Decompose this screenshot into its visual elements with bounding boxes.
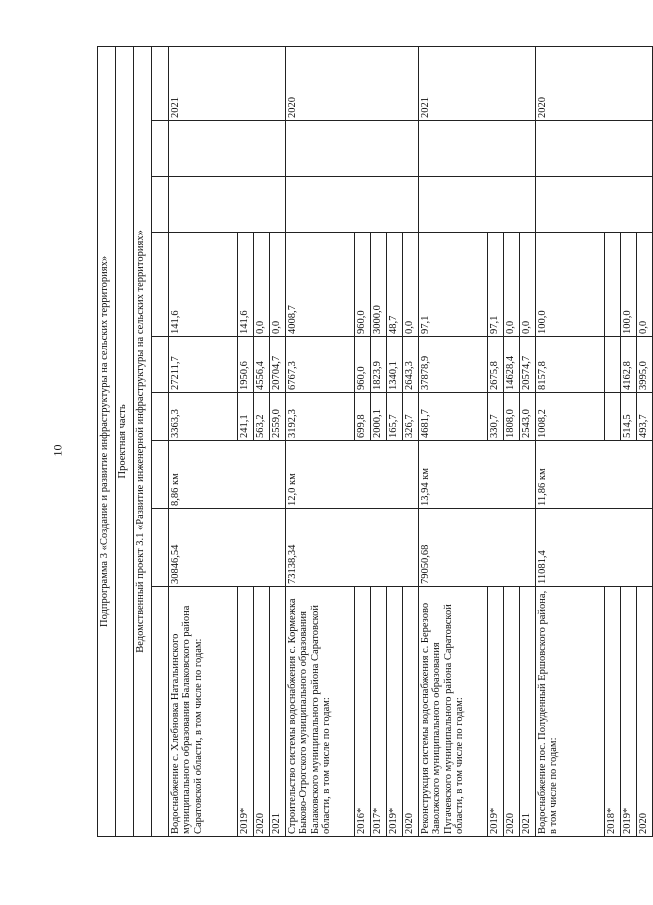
- blank-cell: [152, 121, 169, 177]
- project-name: Строительство системы водоснабжения с. Кормежка Быково-Отрогского муниципального образования Балаковского муниципального района Саратовской области, в том числе по годам:: [286, 587, 355, 837]
- year-value-2: 1823,9: [371, 337, 387, 393]
- project-row: [286, 46, 355, 836]
- year-value-3: 141,6: [238, 233, 254, 337]
- year-value-3: 0,0: [637, 233, 653, 337]
- year-value-1: 2000,1: [371, 393, 387, 441]
- funding-value-3: 141,6: [169, 233, 238, 337]
- project-cost: 11081,4: [536, 509, 653, 587]
- funding-value-3: 4008,7: [286, 233, 355, 337]
- year-value-1: 326,7: [403, 393, 419, 441]
- funding-value-4: [169, 177, 286, 233]
- year-label: 2019*: [238, 587, 254, 837]
- completion-year: 2020: [536, 46, 653, 120]
- section-title: Проектная часть: [116, 46, 134, 836]
- funding-value-1: 4681,7: [419, 393, 488, 441]
- table-heading-row: [98, 46, 116, 836]
- year-value-3: 0,0: [520, 233, 536, 337]
- funding-value-5: [536, 121, 653, 177]
- year-value-3: 960,0: [355, 233, 371, 337]
- blank-cell: [152, 46, 169, 120]
- year-value-1: 2559,0: [270, 393, 286, 441]
- project-length: 12,0 км: [286, 441, 419, 509]
- year-value-2: 4556,4: [254, 337, 270, 393]
- year-value-2: 2675,8: [488, 337, 504, 393]
- funding-value-5: [419, 121, 536, 177]
- year-value-3: [605, 233, 621, 337]
- completion-year: 2020: [286, 46, 419, 120]
- funding-value-4: [286, 177, 419, 233]
- year-value-2: 1340,1: [387, 337, 403, 393]
- year-value-2: 2643,3: [403, 337, 419, 393]
- project-cost: 79050,68: [419, 509, 536, 587]
- blank-cell: [152, 441, 169, 509]
- year-label: 2016*: [355, 587, 371, 837]
- year-value-3: 0,0: [270, 233, 286, 337]
- project-cost: 73138,34: [286, 509, 419, 587]
- year-label: 2021: [520, 587, 536, 837]
- funding-value-2: 27211,7: [169, 337, 238, 393]
- year-value-2: 1950,6: [238, 337, 254, 393]
- year-label: 2020: [504, 587, 520, 837]
- year-label: 2019*: [621, 587, 637, 837]
- funding-value-5: [169, 121, 286, 177]
- year-value-2: 3995,0: [637, 337, 653, 393]
- program-table: [97, 46, 653, 837]
- funding-value-3: 100,0: [536, 233, 605, 337]
- subsection-title: Ведомственный проект 3.1 «Развитие инженерной инфраструктуры на сельских территориях»: [134, 46, 152, 836]
- project-length: 13,94 км: [419, 441, 536, 509]
- year-value-2: 4162,8: [621, 337, 637, 393]
- year-value-3: 0,0: [254, 233, 270, 337]
- funding-value-1: 1008,2: [536, 393, 605, 441]
- year-value-3: 0,0: [504, 233, 520, 337]
- completion-year: 2021: [169, 46, 286, 120]
- blank-cell: [152, 509, 169, 587]
- year-value-1: [605, 393, 621, 441]
- blank-cell: [152, 177, 169, 233]
- project-name: Реконструкция системы водоснабжения с. Березово Заволжского муниципального образования Пугачевского муниципального района Саратовской области, в том числе по годам:: [419, 587, 488, 837]
- year-value-3: 97,1: [488, 233, 504, 337]
- project-name: Водоснабжение пос. Полуденный Ершовского района, в том числе по годам:: [536, 587, 605, 837]
- year-value-1: 2543,0: [520, 393, 536, 441]
- year-value-2: 960,0: [355, 337, 371, 393]
- funding-value-2: 8157,8: [536, 337, 605, 393]
- year-label: 2020: [637, 587, 653, 837]
- blank-cell: [152, 587, 169, 837]
- year-value-1: 165,7: [387, 393, 403, 441]
- project-row: [536, 46, 605, 836]
- year-value-3: 3000,0: [371, 233, 387, 337]
- year-value-3: 0,0: [403, 233, 419, 337]
- funding-value-1: 3363,3: [169, 393, 238, 441]
- completion-year: 2021: [419, 46, 536, 120]
- project-length: 11,86 км: [536, 441, 653, 509]
- blank-row: [152, 46, 169, 836]
- subsection-row: [134, 46, 152, 836]
- year-value-1: 241,1: [238, 393, 254, 441]
- year-value-1: 1808,0: [504, 393, 520, 441]
- blank-cell: [152, 337, 169, 393]
- program-table-rotated: [97, 47, 649, 837]
- page-number: 10: [50, 444, 65, 457]
- year-label: 2019*: [387, 587, 403, 837]
- year-value-2: 20574,7: [520, 337, 536, 393]
- funding-value-1: 3192,3: [286, 393, 355, 441]
- year-label: 2017*: [371, 587, 387, 837]
- funding-value-3: 97,1: [419, 233, 488, 337]
- section-row: [116, 46, 134, 836]
- year-value-2: 20704,7: [270, 337, 286, 393]
- project-row: [169, 46, 238, 836]
- year-value-2: [605, 337, 621, 393]
- year-value-1: 514,5: [621, 393, 637, 441]
- year-value-1: 330,7: [488, 393, 504, 441]
- funding-value-4: [419, 177, 536, 233]
- year-label: 2018*: [605, 587, 621, 837]
- table-heading: Подпрограмма 3 «Создание и развитие инфраструктуры на сельских территориях»: [98, 46, 116, 836]
- year-value-1: 699,8: [355, 393, 371, 441]
- project-name: Водоснабжение с. Хлебновка Натальинского муниципального образования Балаковского района Саратовской области, в том числе по годам:: [169, 587, 238, 837]
- year-value-1: 563,2: [254, 393, 270, 441]
- project-cost: 30846,54: [169, 509, 286, 587]
- year-value-3: 100,0: [621, 233, 637, 337]
- funding-value-2: 6767,3: [286, 337, 355, 393]
- year-label: 2021: [270, 587, 286, 837]
- funding-value-5: [286, 121, 419, 177]
- year-label: 2019*: [488, 587, 504, 837]
- year-value-2: 14628,4: [504, 337, 520, 393]
- year-value-3: 48,7: [387, 233, 403, 337]
- year-label: 2020: [254, 587, 270, 837]
- blank-cell: [152, 393, 169, 441]
- funding-value-4: [536, 177, 653, 233]
- funding-value-2: 37878,9: [419, 337, 488, 393]
- year-label: 2020: [403, 587, 419, 837]
- project-length: 8,86 км: [169, 441, 286, 509]
- blank-cell: [152, 233, 169, 337]
- year-value-1: 493,7: [637, 393, 653, 441]
- project-row: [419, 46, 488, 836]
